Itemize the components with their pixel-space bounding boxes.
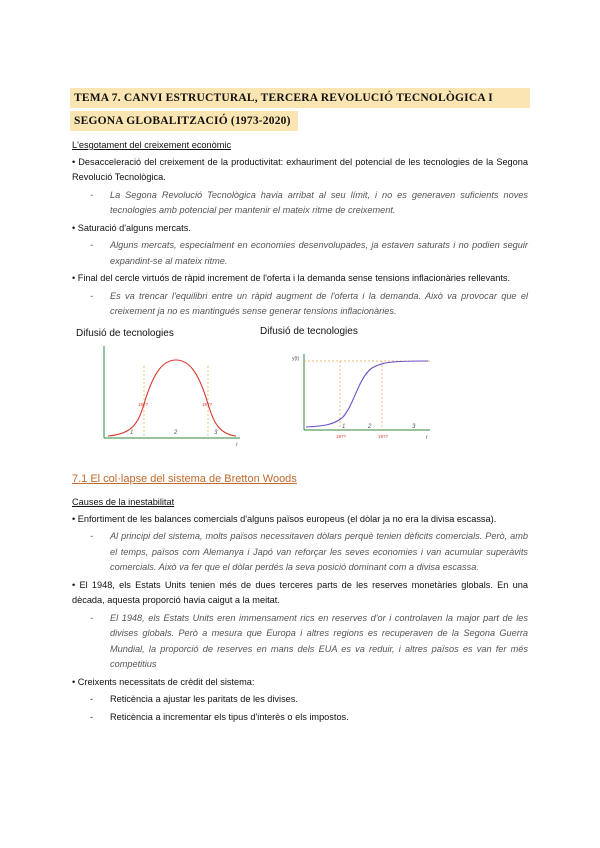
- section2-subtitle: Causes de la inestabilitat: [72, 497, 175, 507]
- dash-text: Reticència a incrementar els tipus d'interès o els impostos.: [110, 711, 349, 722]
- dash-item: [90, 529, 528, 576]
- dash-marker: -: [90, 290, 94, 301]
- dash-item: [90, 188, 528, 219]
- chart-2-phase-label: 2: [368, 423, 372, 430]
- dash-item: [90, 238, 528, 269]
- chart-1-phase-label: 2: [174, 429, 178, 436]
- chart-2-title: Difusió de tecnologies: [260, 325, 358, 337]
- dash-text: La Segona Revolució Tecnològica havia arribat al seu límit, i no es generaven suficients noves tecnologies amb potencial per mantenir el mateix ritme de creixement.: [110, 189, 528, 215]
- chart-1-phase-label: 1: [130, 429, 134, 436]
- document-body: [72, 138, 528, 727]
- dash-text: El 1948, els Estats Units eren immensament rics en reserves d'or i controlaven la major part de les divises globals. Però a mesura que Europa i altres regions es recuperaven de la Segona Guerra Mundial, la proporció de reserves en mans dels EUA es va reduir, i altres països es van fer més competitius: [110, 612, 528, 669]
- chart-2-x-end-label: t: [426, 434, 428, 441]
- bullet-item: • Creixents necessitats de crèdit del sistema:: [72, 676, 255, 687]
- dash-text: Es va trencar l'equilibri entre un ràpid augment de l'oferta i la demanda. Això va provocar que el creixement ja no es mantingués sense generar tensions inflacionàries.: [110, 290, 528, 316]
- chart-2-y-label: y(t): [292, 355, 300, 362]
- doc-title-line-1: TEMA 7. CANVI ESTRUCTURAL, TERCERA REVOLUCIÓ TECNOLÒGICA I: [70, 88, 530, 108]
- section1-subtitle: L'esgotament del creixement econòmic: [72, 140, 232, 150]
- dash-marker: -: [90, 189, 94, 200]
- dash-marker: -: [90, 711, 94, 722]
- charts-svg: [72, 326, 528, 458]
- chart-1-marker-label: 19??: [138, 401, 149, 407]
- dash-item: [90, 710, 528, 726]
- chart-1-x-end-label: t: [236, 441, 238, 448]
- dash-item: [90, 611, 528, 673]
- dash-text: Al principi del sistema, molts països necessitaven dòlars perquè tenien dèficits comercials. Però, amb el temps, països com Alemanya i Japó van reforçar les seves economies i van acumular superàvits comercials. Això va fer que el dòlar perdés la seva posició dominant com a divisa escassa.: [110, 531, 528, 572]
- chart-2-marker-label: 19??: [378, 433, 389, 439]
- bullet-item: • Final del cercle virtuós de ràpid increment de l'oferta i la demanda sense tensions inflacionàries rellevants.: [72, 273, 511, 283]
- dash-item: [90, 692, 528, 708]
- chart-1: [104, 346, 240, 448]
- chart-2: [292, 354, 430, 441]
- dash-marker: -: [90, 612, 94, 623]
- chart-2-phase-label: 1: [342, 423, 346, 430]
- bullet-item: • Enfortiment de les balances comercials d'alguns països europeus (el dòlar ja no era la divisa escassa).: [72, 513, 497, 524]
- dash-marker: -: [90, 694, 94, 704]
- dash-text: Reticència a ajustar les paritats de les divises.: [110, 694, 298, 704]
- chart-1-title: Difusió de tecnologies: [76, 327, 174, 339]
- dash-text: Alguns mercats, especialment en economies desenvolupades, ja estaven saturats i no podien seguir expandint-se al mateix ritme.: [110, 240, 528, 266]
- bullet-item: • Desacceleració del creixement de la productivitat: exhauriment del potencial de les tecnologies de la Segona Revolució Tecnològica.: [72, 156, 528, 182]
- chart-1-bell-curve: [108, 360, 236, 436]
- bullet-item: • Saturació d'alguns mercats.: [72, 222, 191, 233]
- dash-marker: -: [90, 240, 94, 250]
- dash-item: [90, 289, 528, 320]
- dash-marker: -: [90, 531, 94, 541]
- chart-1-marker-label: 19??: [202, 401, 213, 407]
- chart-2-phase-label: 3: [412, 423, 416, 430]
- section2-title: 7.1 El col·lapse del sistema de Bretton Woods: [72, 472, 297, 485]
- title-block: [70, 88, 530, 134]
- chart-2-marker-label: 19??: [336, 433, 347, 439]
- chart-2-s-curve: [306, 361, 428, 427]
- charts-row: [72, 326, 528, 458]
- doc-title-line-2: SEGONA GLOBALITZACIÓ (1973-2020): [70, 111, 298, 131]
- chart-1-phase-label: 3: [214, 429, 218, 436]
- bullet-item: • El 1948, els Estats Units tenien més de dues terceres parts de les reserves monetàries globals. En una dècada, aquesta proporció havia caigut a la meitat.: [72, 579, 528, 605]
